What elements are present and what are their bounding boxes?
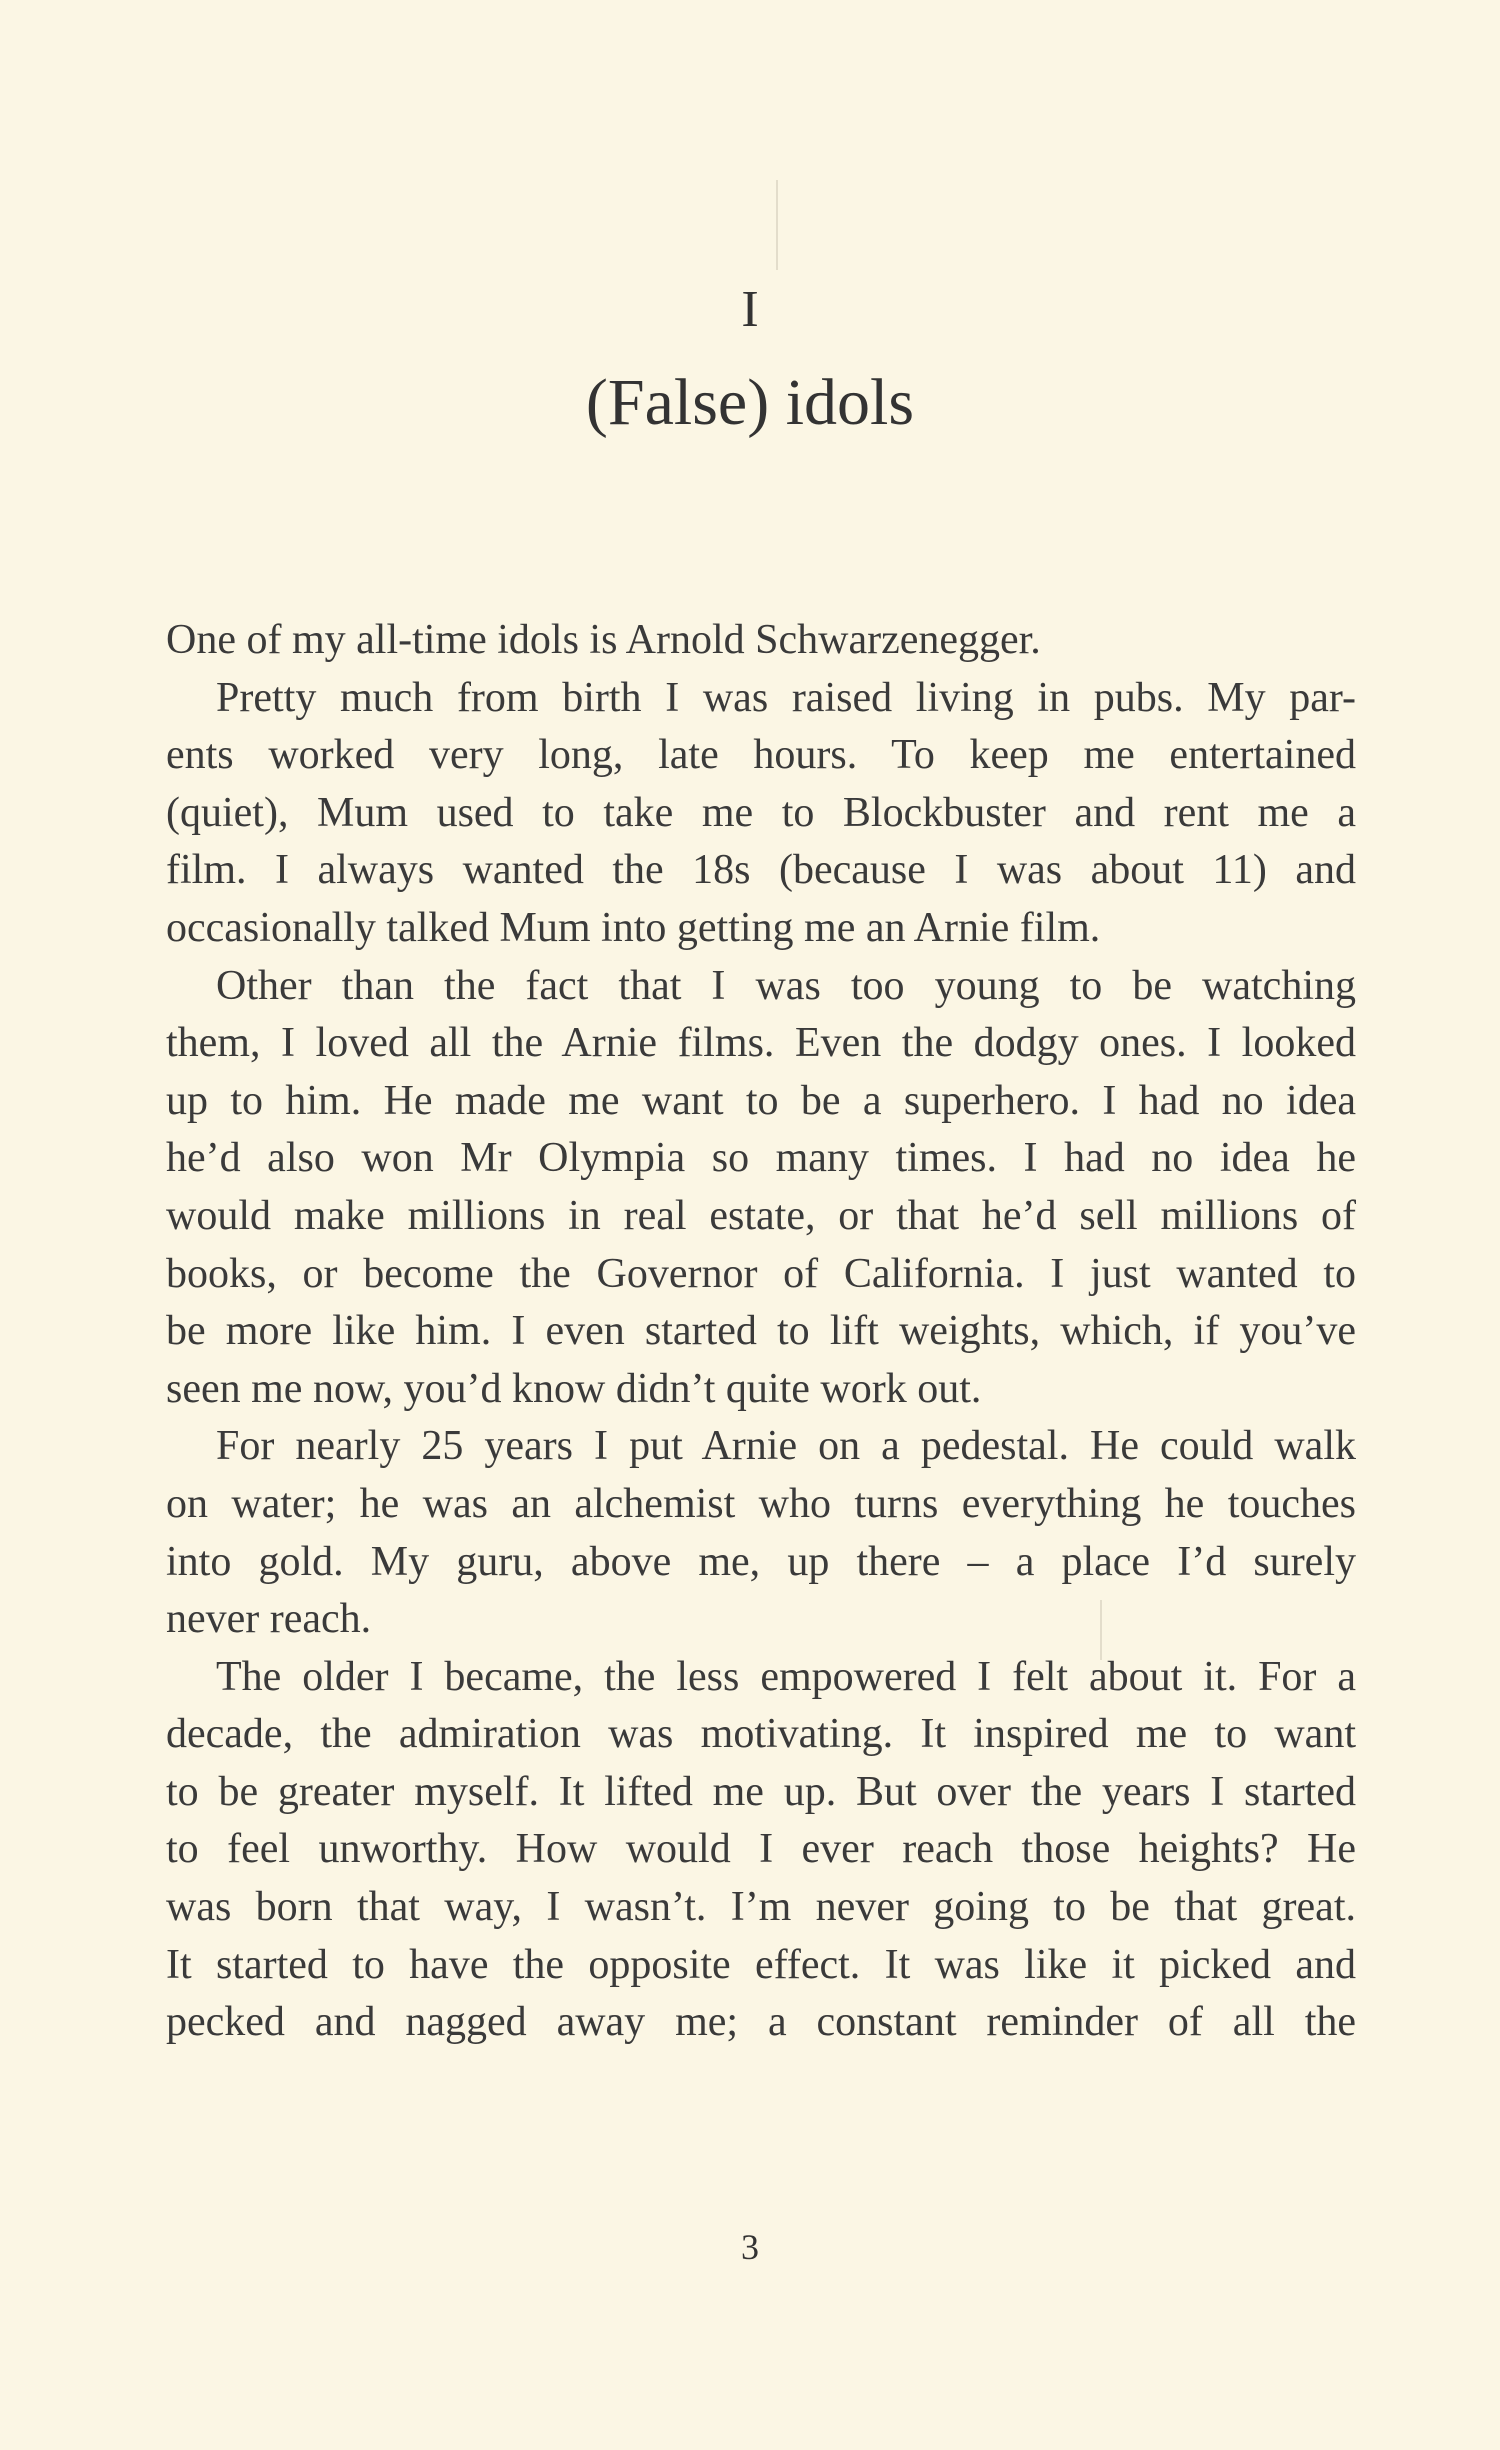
text-line: For nearly 25 years I put Arnie on a pedestal. He could walk [216, 1423, 1356, 1470]
text-line: never reach. [166, 1596, 372, 1643]
text-line: One of my all-time idols is Arnold Schwarzenegger. [166, 617, 1041, 663]
text-line: on water; he was an alchemist who turns everything he touches [166, 1480, 1356, 1527]
text-line: decade, the admiration was motivating. It inspired me to want [166, 1711, 1356, 1758]
text-line: film. I always wanted the 18s (because I was about 11) and [166, 847, 1356, 894]
body-text [166, 612, 1356, 2052]
text-line: It started to have the opposite effect. It was like it picked and [166, 1941, 1356, 1988]
text-line: would make millions in real estate, or that he’d sell millions of [166, 1192, 1356, 1239]
text-line: was born that way, I wasn’t. I’m never going to be that great. [166, 1884, 1356, 1931]
text-line: (quiet), Mum used to take me to Blockbuster and rent me a [166, 789, 1356, 836]
scan-artifact [776, 180, 778, 270]
chapter-number: I [741, 281, 759, 338]
text-line: ents worked very long, late hours. To keep me entertained [166, 732, 1356, 779]
text-line: to feel unworthy. How would I ever reach those heights? He [166, 1826, 1356, 1873]
text-line: up to him. He made me want to be a superhero. I had no idea [166, 1077, 1356, 1124]
text-line: books, or become the Governor of California. I just wanted to [166, 1250, 1356, 1297]
text-line: be more like him. I even started to lift weights, which, if you’ve [166, 1308, 1356, 1355]
text-line: Pretty much from birth I was raised living in pubs. My par- [216, 674, 1356, 721]
text-line: them, I loved all the Arnie films. Even the dodgy ones. I looked [166, 1020, 1356, 1067]
text-line: into gold. My guru, above me, up there – a place I’d surely [166, 1538, 1356, 1585]
text-line: Other than the fact that I was too young to be watching [216, 962, 1356, 1009]
text-line: to be greater myself. It lifted me up. But over the years I started [166, 1768, 1356, 1815]
text-line: The older I became, the less empowered I felt about it. For a [216, 1653, 1356, 1700]
text-line: he’d also won Mr Olympia so many times. I had no idea he [166, 1135, 1356, 1182]
text-line: occasionally talked Mum into getting me an Arnie film. [166, 904, 1101, 951]
text-line: pecked and nagged away me; a constant reminder of all the [166, 1999, 1356, 2046]
text-line: seen me now, you’d know didn’t quite work out. [166, 1365, 982, 1412]
chapter-title: (False) idols [585, 366, 915, 439]
page-number: 3 [741, 2227, 759, 2267]
